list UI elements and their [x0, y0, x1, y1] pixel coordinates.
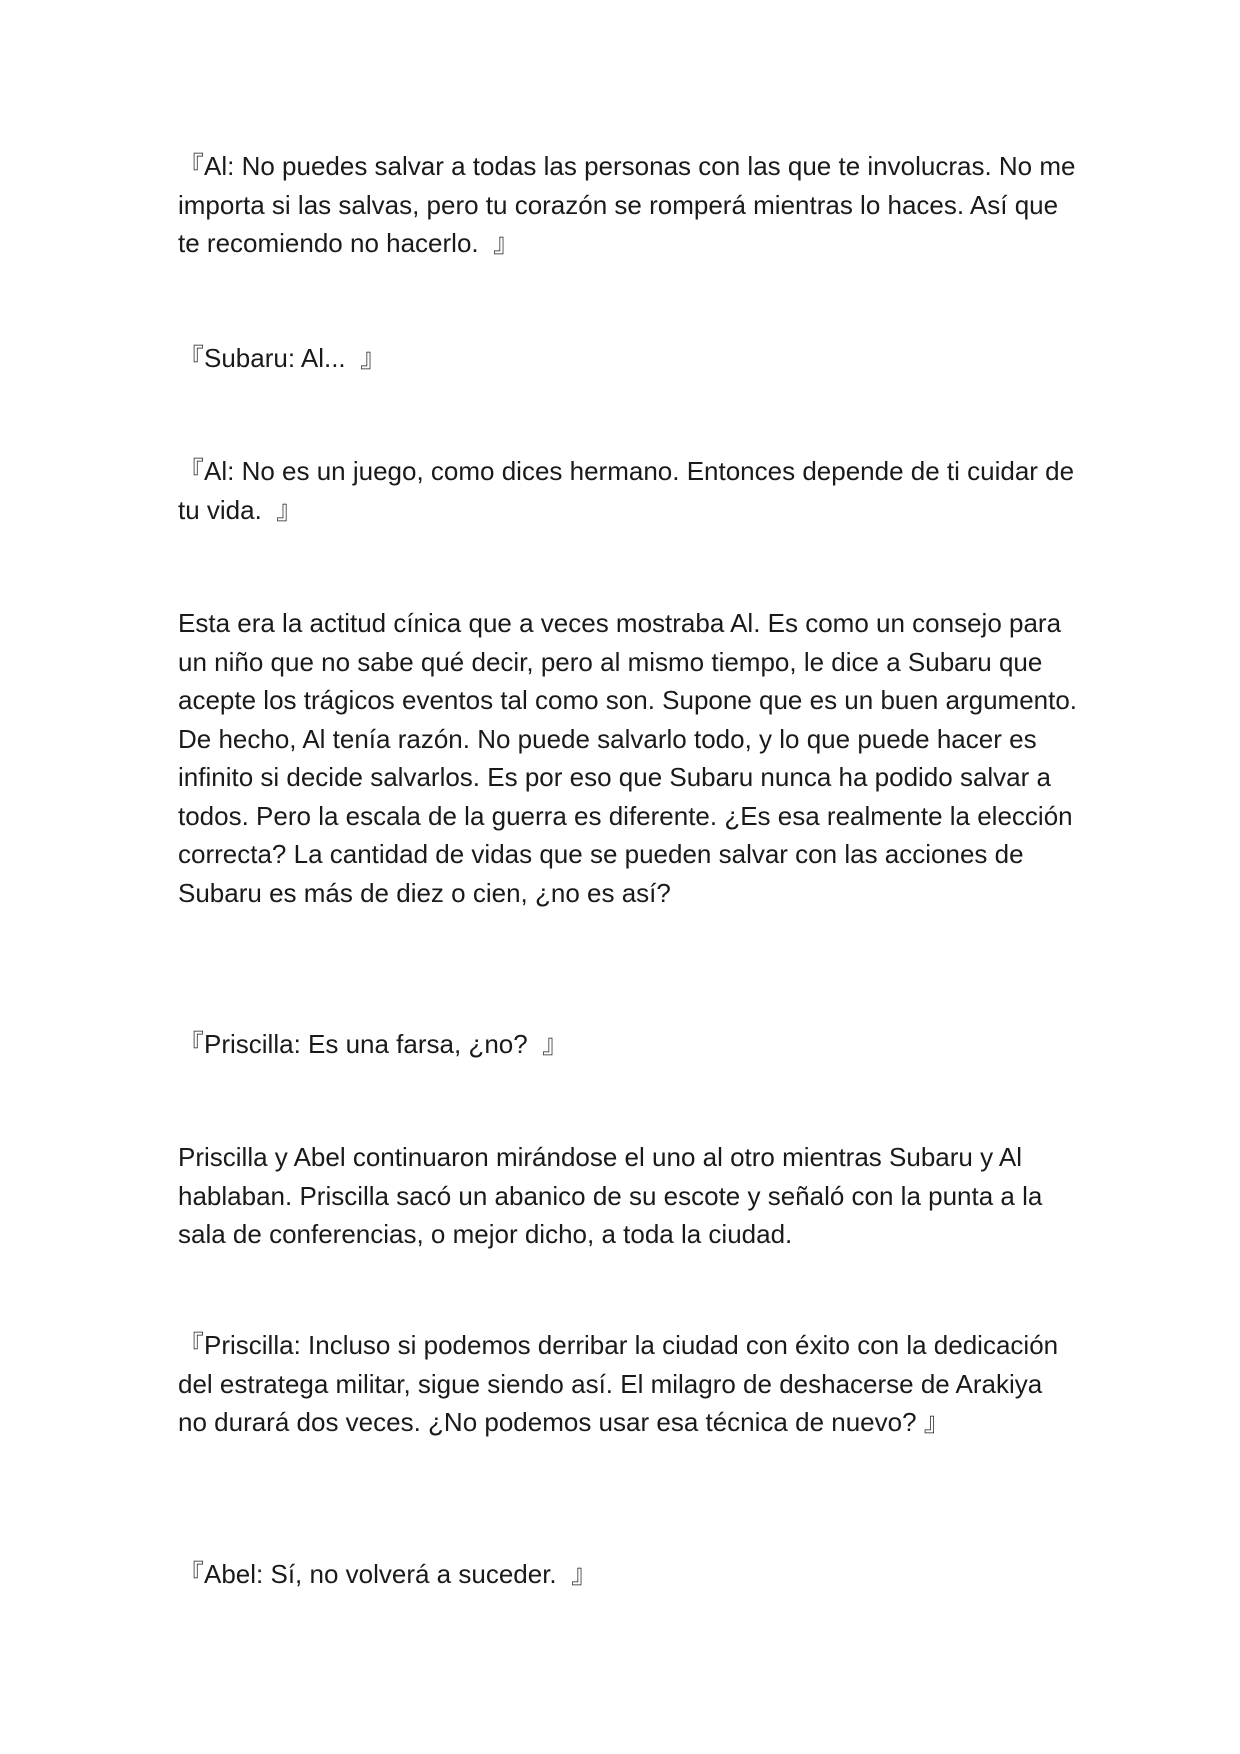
- paragraph-dialogue-al-2: 『Al: No es un juego, como dices hermano. Entonces depende de ti cuidar de tu vida. 』: [178, 456, 1082, 525]
- paragraph-dialogue-abel: 『Abel: Sí, no volverá a suceder. 』: [178, 1559, 598, 1589]
- paragraph-dialogue-priscilla-2: 『Priscilla: Incluso si podemos derribar la ciudad con éxito con la dedicación del estratega militar, sigue siendo así. El milagro de deshacerse de Arakiya no durará dos veces. ¿No podemos usar esa técnica de nuevo? 』: [178, 1330, 1066, 1437]
- paragraph-dialogue-al-1: 『Al: No puedes salvar a todas las personas con las que te involucras. No me importa si las salvas, pero tu corazón se romperá mientras lo haces. Así que te recomiendo no hacerlo. 』: [178, 151, 1083, 258]
- paragraph-dialogue-subaru: 『Subaru: Al... 』: [178, 343, 387, 373]
- paragraph-narration-2: Priscilla y Abel continuaron mirándose el uno al otro mientras Subaru y Al hablaban. Priscilla sacó un abanico de su escote y señaló con la punta a la sala de conferencias, o mejor dicho, a toda la ciudad.: [178, 1142, 1050, 1249]
- paragraph-dialogue-priscilla-1: 『Priscilla: Es una farsa, ¿no? 』: [178, 1029, 569, 1059]
- paragraph-narration-1: Esta era la actitud cínica que a veces mostraba Al. Es como un consejo para un niño que no sabe qué decir, pero al mismo tiempo, le dice a Subaru que acepte los trágicos eventos tal como son. Supone que es un buen argumento. De hecho, Al tenía razón. No puede salvarlo todo, y lo que puede hacer es infinito si decide salvarlos. Es por eso que Subaru nunca ha podido salvar a todos. Pero la escala de la guerra es diferente. ¿Es esa realmente la elección correcta? La cantidad de vidas que se pueden salvar con las acciones de Subaru es más de diez o cien, ¿no es así?: [178, 608, 1085, 908]
